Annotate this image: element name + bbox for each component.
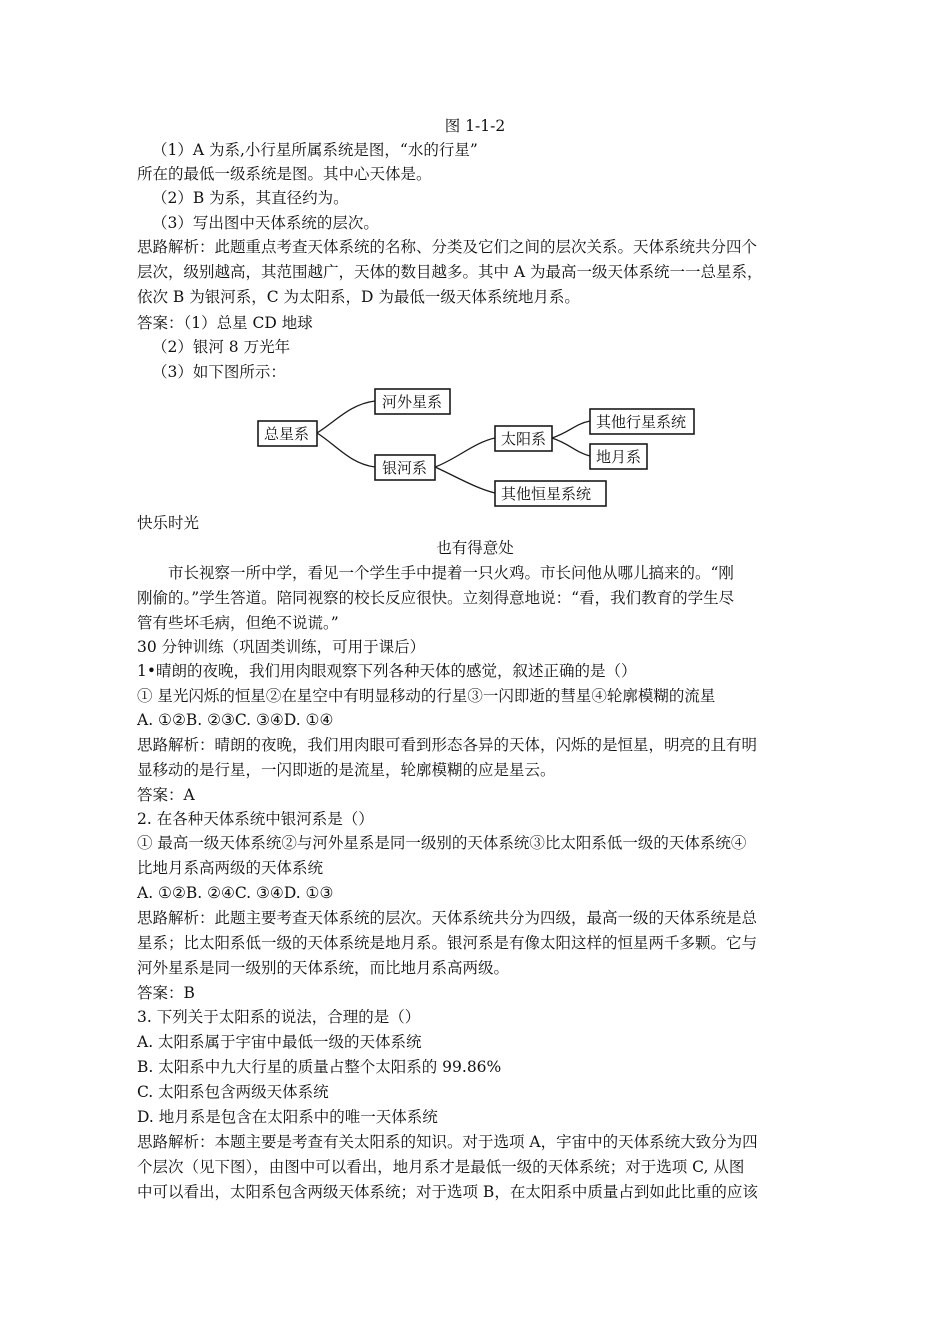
analysis-line: 中可以看出，太阳系包含两级天体系统；对于选项 B，在太阳系中质量占到如此比重的应该 bbox=[137, 1183, 758, 1201]
node-milkyway bbox=[375, 455, 435, 480]
edge-milkyway-solar bbox=[435, 438, 495, 467]
analysis-line: 显移动的是行星，一闪即逝的是流星，轮廓模糊的应是星云。 bbox=[137, 761, 556, 779]
question-3: （3）写出图中天体系统的层次。 bbox=[152, 214, 379, 232]
node-other-stars bbox=[495, 481, 606, 506]
node-root bbox=[258, 421, 317, 446]
t2-items: ① 最高一级天体系统②与河外星系是同一级别的天体系统③比太阳系低一级的天体系统④ bbox=[137, 834, 747, 852]
question-2: （2）B 为系，其直径约为。 bbox=[152, 189, 349, 207]
answer-line: （3）如下图所示： bbox=[152, 363, 286, 381]
edge-solar-earthmoon bbox=[552, 438, 590, 456]
node-solar-label: 太阳系 bbox=[501, 430, 547, 448]
t1-question: 1•晴朗的夜晚，我们用肉眼观察下列各种天体的感觉，叙述正确的是（） bbox=[137, 662, 637, 680]
t3-option-d: D. 地月系是包含在太阳系中的唯一天体系统 bbox=[137, 1108, 438, 1126]
node-root-label: 总星系 bbox=[264, 425, 310, 443]
analysis-line: 思路解析：此题主要考查天体系统的层次。天体系统共分为四级，最高一级的天体系统是总 bbox=[137, 909, 758, 927]
t1-items: ① 星光闪烁的恒星②在星空中有明显移动的行星③一闪即逝的彗星④轮廓模糊的流星 bbox=[137, 687, 716, 705]
node-other-stars-label: 其他恒星系统 bbox=[501, 485, 592, 503]
answer-line: 答案：A bbox=[137, 786, 195, 804]
celestial-hierarchy-diagram bbox=[255, 384, 705, 510]
node-earth-moon bbox=[590, 444, 647, 469]
t3-option-c: C. 太阳系包含两级天体系统 bbox=[137, 1083, 329, 1101]
t2-options: A. ①②B. ②④C. ③④D. ①③ bbox=[137, 884, 334, 902]
edge-milkyway-otherstars bbox=[435, 467, 495, 493]
analysis-line: 星系；比太阳系低一级的天体系统是地月系。银河系是有像太阳这样的恒星两千多颗。它与 bbox=[137, 934, 758, 952]
story-line: 管有些坏毛病，但绝不说谎。” bbox=[137, 614, 339, 632]
t2-question: 2. 在各种天体系统中银河系是（） bbox=[137, 810, 374, 828]
answer-line: 答案：B bbox=[137, 984, 195, 1002]
figure-caption: 图 1-1-2 bbox=[444, 117, 506, 135]
section-title-happy-time: 快乐时光 bbox=[137, 514, 200, 532]
question-1-part-a: （1）A 为系,小行星所属系统是图，“水的行星” bbox=[152, 141, 478, 159]
node-earth-moon-label: 地月系 bbox=[596, 448, 642, 466]
analysis-line: 个层次（见下图），由图中可以看出，地月系才是最低一级的天体系统；对于选项 C, 从图 bbox=[137, 1158, 745, 1176]
t3-question: 3. 下列关于太阳系的说法，合理的是（） bbox=[137, 1008, 421, 1026]
node-other-planets-label: 其他行星系统 bbox=[596, 413, 687, 431]
answer-line: 答案：（1）总星 CD 地球 bbox=[137, 314, 313, 332]
edge-root-extragalactic bbox=[317, 401, 375, 433]
story-title: 也有得意处 bbox=[436, 539, 514, 557]
question-1-part-b: 所在的最低一级系统是图。其中心天体是。 bbox=[137, 165, 432, 183]
edge-solar-otherplanets bbox=[552, 421, 590, 438]
edge-root-milkyway bbox=[317, 433, 375, 467]
analysis-line: 思路解析：此题重点考查天体系统的名称、分类及它们之间的层次关系。天体系统共分四个 bbox=[137, 238, 758, 256]
node-solar bbox=[495, 426, 552, 451]
analysis-line: 思路解析：晴朗的夜晚，我们用肉眼可看到形态各异的天体，闪烁的是恒星，明亮的且有明 bbox=[137, 736, 758, 754]
analysis-line: 河外星系是同一级别的天体系统，而比地月系高两级。 bbox=[137, 959, 510, 977]
node-other-planets bbox=[590, 409, 694, 434]
node-extragalactic-label: 河外星系 bbox=[382, 393, 443, 411]
analysis-line: 层次，级别越高，其范围越广，天体的数目越多。其中 A 为最高一级天体系统一一总星系， bbox=[137, 263, 763, 281]
t3-option-b: B. 太阳系中九大行星的质量占整个太阳系的 99.86% bbox=[137, 1058, 502, 1076]
node-milkyway-label: 银河系 bbox=[382, 459, 428, 477]
t2-items: 比地月系高两级的天体系统 bbox=[137, 859, 324, 877]
t3-option-a: A. 太阳系属于宇宙中最低一级的天体系统 bbox=[137, 1033, 422, 1051]
analysis-line: 思路解析：本题主要是考查有关太阳系的知识。对于选项 A，宇宙中的天体系统大致分为四 bbox=[137, 1133, 758, 1151]
story-line: 刚偷的。”学生答道。陪同视察的校长反应很快。立刻得意地说：“看，我们教育的学生尽 bbox=[137, 589, 735, 607]
t1-options: A. ①②B. ②③C. ③④D. ①④ bbox=[137, 711, 334, 729]
answer-line: （2）银河 8 万光年 bbox=[152, 338, 291, 356]
story-line: 市长视察一所中学，看见一个学生手中提着一只火鸡。市长问他从哪儿搞来的。“刚 bbox=[168, 564, 734, 582]
analysis-line: 依次 B 为银河系，C 为太阳系，D 为最低一级天体系统地月系。 bbox=[137, 288, 580, 306]
node-extragalactic bbox=[375, 389, 450, 414]
training-heading: 30 分钟训练（巩固类训练，可用于课后） bbox=[137, 638, 426, 656]
